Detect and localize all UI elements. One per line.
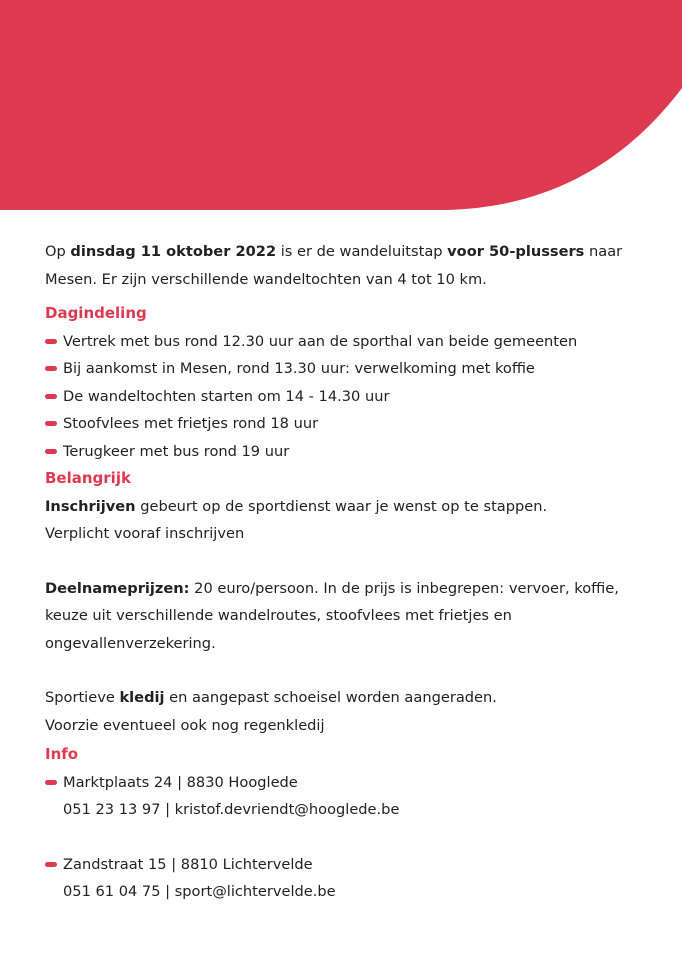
verplicht-line: Verplicht vooraf inschrijven: [45, 525, 245, 542]
intro-date: dinsdag 11 oktober 2022: [70, 243, 277, 260]
schedule-item: Stoofvlees met frietjes rond 18 uur: [45, 410, 645, 438]
header-banner: [0, 0, 682, 215]
kledij-text: en aangepast schoeisel worden aangeraden.: [164, 689, 497, 706]
kledij-label: kledij: [119, 689, 165, 706]
prijzen-paragraph: [45, 575, 645, 658]
intro-text: is er de wandeluitstap: [276, 243, 448, 260]
contact-details: 051 61 04 75 | sport@lichtervelde.be: [63, 883, 336, 900]
contact-address: Zandstraat 15 | 8810 Lichtervelde: [45, 851, 645, 879]
heading-belangrijk: Belangrijk: [45, 469, 131, 487]
intro-paragraph: [45, 238, 645, 293]
schedule-item: Vertrek met bus rond 12.30 uur aan de sporthal van beide gemeenten: [45, 328, 645, 356]
schedule-item: Bij aankomst in Mesen, rond 13.30 uur: verwelkoming met koffie: [45, 355, 645, 383]
intro-text: Op: [45, 243, 71, 260]
prijzen-text: 20 euro/persoon. In de prijs is inbegrepen: vervoer, koffie, keuze uit verschillende wandelroutes, stoofvlees met frietjes en ongevallenverzekering.: [45, 579, 619, 652]
kledij-text: Sportieve: [45, 689, 120, 706]
schedule-item: Terugkeer met bus rond 19 uur: [45, 438, 645, 466]
contact-details: 051 23 13 97 | kristof.devriendt@hooglede.be: [63, 801, 400, 818]
heading-info: Info: [45, 745, 79, 763]
kledij-line: [45, 684, 645, 712]
prijzen-label: Deelnameprijzen:: [45, 579, 190, 597]
schedule-list: [45, 328, 645, 466]
schedule-item: De wandeltochten starten om 14 - 14.30 uur: [45, 383, 645, 411]
document-body: [45, 238, 645, 906]
banner-shape: [0, 0, 682, 210]
intro-text: naar Mesen. Er zijn verschillende wandeltochten van 4 tot 10 km.: [45, 243, 623, 288]
heading-dagindeling: Dagindeling: [45, 304, 147, 322]
inschrijven-line: [45, 493, 645, 521]
contact-address: Marktplaats 24 | 8830 Hooglede: [45, 769, 645, 797]
regen-line: Voorzie eventueel ook nog regenkledij: [45, 716, 325, 734]
inschrijven-label: Inschrijven: [45, 497, 136, 515]
intro-audience: voor 50-plussers: [447, 243, 585, 260]
inschrijven-text: gebeurt op de sportdienst waar je wenst op te stappen.: [135, 497, 548, 515]
